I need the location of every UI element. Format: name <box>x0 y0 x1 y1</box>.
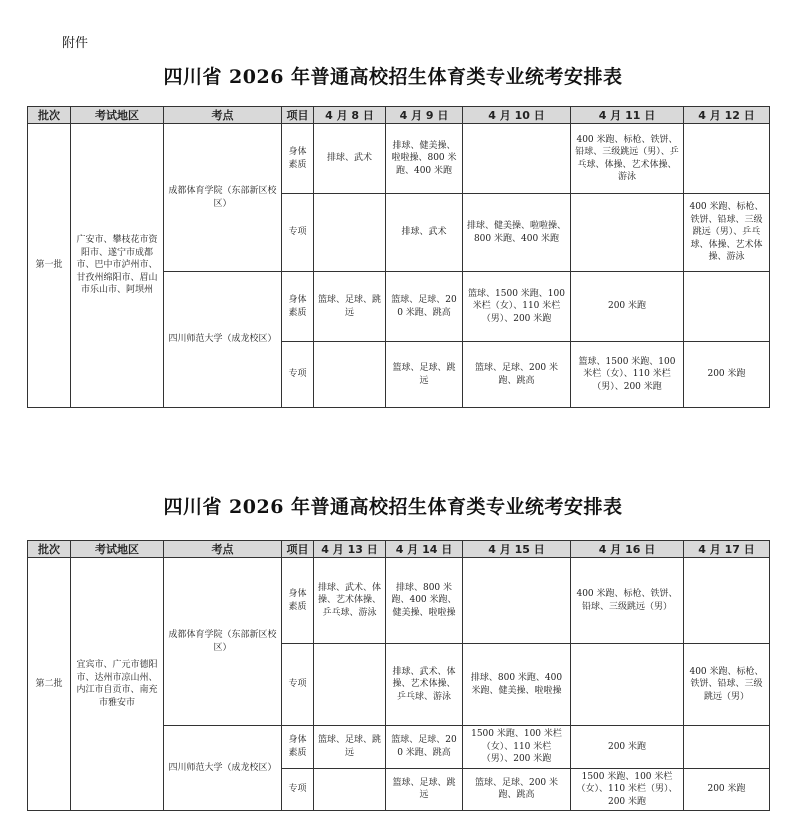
table-1-title: 四川省 2026 年普通高校招生体育类专业统考安排表 <box>163 66 623 88</box>
header-cell: 批次 <box>28 541 71 558</box>
site-cell: 四川师范大学（成龙校区） <box>164 272 282 408</box>
schedule-cell <box>684 272 770 342</box>
header-cell: 考试地区 <box>71 107 164 124</box>
schedule-cell <box>571 644 684 726</box>
schedule-cell <box>684 124 770 194</box>
item-cell: 专项 <box>282 768 314 811</box>
schedule-cell: 篮球、1500 米跑、100 米栏（女）、110 米栏（男）、200 米跑 <box>463 272 571 342</box>
schedule-cell: 排球、800 米跑、400 米跑、健美操、啦啦操 <box>386 558 463 644</box>
schedule-cell <box>463 558 571 644</box>
header-row <box>28 107 770 124</box>
header-cell: 4 月 8 日 <box>314 107 386 124</box>
schedule-cell: 排球、健美操、啦啦操、800 米跑、400 米跑 <box>463 194 571 272</box>
schedule-cell: 排球、武术 <box>386 194 463 272</box>
schedule-cell: 排球、健美操、啦啦操、800 米跑、400 米跑 <box>386 124 463 194</box>
table-row <box>28 124 770 194</box>
schedule-cell: 400 米跑、标枪、铁饼、铅球、三级跳远（男）、乒乓球、体操、艺术体操、游泳 <box>571 124 684 194</box>
schedule-cell: 篮球、1500 米跑、100 米栏（女）、110 米栏（男）、200 米跑 <box>571 342 684 408</box>
item-cell: 专项 <box>282 644 314 726</box>
schedule-cell: 400 米跑、标枪、铁饼、铅球、三级跳远（男） <box>571 558 684 644</box>
schedule-cell: 200 米跑 <box>684 342 770 408</box>
schedule-cell <box>314 194 386 272</box>
schedule-cell: 篮球、足球、跳远 <box>386 768 463 811</box>
schedule-cell <box>684 558 770 644</box>
header-cell: 项目 <box>282 107 314 124</box>
region-cell: 广安市、攀枝花市资阳市、遂宁市成都市、巴中市泸州市、甘孜州绵阳市、眉山市乐山市、阿坝州 <box>71 124 164 408</box>
header-cell: 4 月 15 日 <box>463 541 571 558</box>
site-cell: 四川师范大学（成龙校区） <box>164 726 282 811</box>
schedule-cell <box>463 124 571 194</box>
header-cell: 4 月 14 日 <box>386 541 463 558</box>
schedule-cell: 排球、武术 <box>314 124 386 194</box>
schedule-cell <box>314 644 386 726</box>
schedule-cell: 篮球、足球、跳远 <box>314 272 386 342</box>
header-cell: 4 月 9 日 <box>386 107 463 124</box>
schedule-cell: 1500 米跑、100 米栏（女）、110 米栏（男）、200 米跑 <box>463 726 571 769</box>
header-cell: 考点 <box>164 107 282 124</box>
header-cell: 批次 <box>28 107 71 124</box>
schedule-cell: 排球、800 米跑、400 米跑、健美操、啦啦操 <box>463 644 571 726</box>
schedule-cell: 排球、武术、体操、艺术体操、乒乓球、游泳 <box>386 644 463 726</box>
schedule-cell: 排球、武术、体操、艺术体操、乒乓球、游泳 <box>314 558 386 644</box>
schedule-cell <box>314 342 386 408</box>
schedule-cell <box>571 194 684 272</box>
schedule-cell: 篮球、足球、200 米跑、跳高 <box>463 768 571 811</box>
item-cell: 专项 <box>282 194 314 272</box>
header-cell: 项目 <box>282 541 314 558</box>
schedule-cell: 篮球、足球、200 米跑、跳高 <box>386 272 463 342</box>
item-cell: 专项 <box>282 342 314 408</box>
table-2-title: 四川省 2026 年普通高校招生体育类专业统考安排表 <box>163 496 623 518</box>
schedule-cell: 篮球、足球、跳远 <box>314 726 386 769</box>
item-cell: 身体素质 <box>282 124 314 194</box>
schedule-cell: 200 米跑 <box>684 768 770 811</box>
schedule-cell: 200 米跑 <box>571 726 684 769</box>
header-cell: 4 月 17 日 <box>684 541 770 558</box>
header-cell: 4 月 13 日 <box>314 541 386 558</box>
item-cell: 身体素质 <box>282 272 314 342</box>
item-cell: 身体素质 <box>282 726 314 769</box>
batch-cell: 第一批 <box>28 124 71 408</box>
schedule-cell: 400 米跑、标枪、铁饼、铅球、三级跳远（男） <box>684 644 770 726</box>
schedule-cell <box>314 768 386 811</box>
header-cell: 4 月 12 日 <box>684 107 770 124</box>
header-cell: 考试地区 <box>71 541 164 558</box>
schedule-table-2 <box>27 540 770 811</box>
attachment-label: 附件 <box>62 36 89 51</box>
header-cell: 4 月 11 日 <box>571 107 684 124</box>
header-cell: 考点 <box>164 541 282 558</box>
schedule-cell <box>684 726 770 769</box>
schedule-cell: 200 米跑 <box>571 272 684 342</box>
item-cell: 身体素质 <box>282 558 314 644</box>
table-row <box>28 558 770 644</box>
site-cell: 成都体育学院（东部新区校区） <box>164 124 282 272</box>
header-cell: 4 月 10 日 <box>463 107 571 124</box>
header-row <box>28 541 770 558</box>
schedule-table-1 <box>27 106 770 408</box>
schedule-cell: 1500 米跑、100 米栏（女）、110 米栏（男）、200 米跑 <box>571 768 684 811</box>
schedule-cell: 篮球、足球、跳远 <box>386 342 463 408</box>
region-cell: 宜宾市、广元市德阳市、达州市凉山州、内江市自贡市、南充市雅安市 <box>71 558 164 811</box>
schedule-cell: 篮球、足球、200 米跑、跳高 <box>386 726 463 769</box>
schedule-cell: 篮球、足球、200 米跑、跳高 <box>463 342 571 408</box>
schedule-cell: 400 米跑、标枪、铁饼、铅球、三级跳远（男）、乒乓球、体操、艺术体操、游泳 <box>684 194 770 272</box>
batch-cell: 第二批 <box>28 558 71 811</box>
site-cell: 成都体育学院（东部新区校区） <box>164 558 282 726</box>
header-cell: 4 月 16 日 <box>571 541 684 558</box>
